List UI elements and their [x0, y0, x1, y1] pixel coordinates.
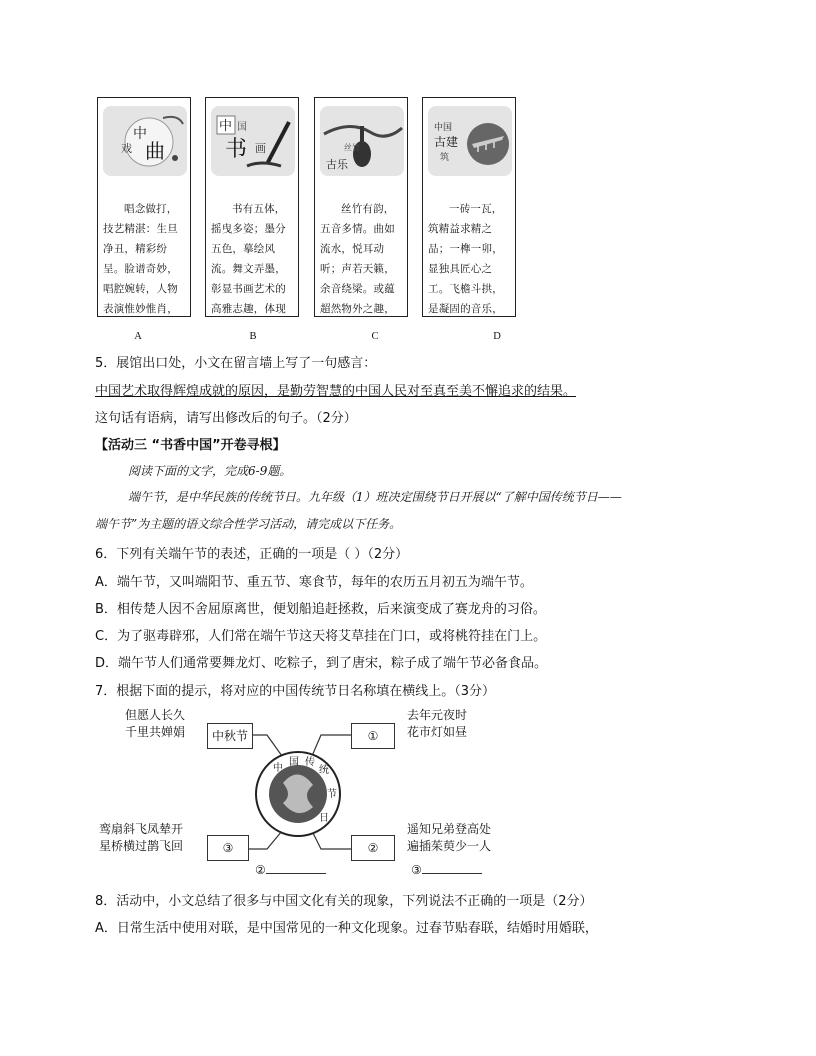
poem-top-left: 但愿人长久 千里共婵娟 — [125, 708, 186, 739]
q8-option-a: A．日常生活中使用对联，是中国常见的一种文化现象。过春节贴春联，结婚时用婚联， — [95, 921, 598, 936]
card-architecture — [422, 97, 516, 317]
activity-title: 【活动三 “书香中国”开卷寻根】 — [95, 438, 286, 453]
card-text: 丝竹有韵，五音多情。曲如流水，悦耳动听；声若天籁，余音绕梁。或蕴超然物外之趣， — [320, 203, 395, 315]
svg-text:书: 书 — [225, 137, 248, 162]
card-label-b: B — [249, 331, 257, 342]
festival-box-2: ② — [351, 835, 395, 861]
card-calligraphy — [205, 97, 299, 317]
reading-paragraph-line2: 端午节”为主题的语文综合性学习活动，请完成以下任务。 — [95, 517, 402, 531]
reading-paragraph-line1: 端午节，是中华民族的传统节日。九年级（1）班决定围绕节日开展以“了解中国传统节日—— — [128, 490, 622, 504]
architecture-image — [428, 106, 512, 176]
emblem-char-2: 国 — [289, 757, 299, 768]
q6-option-c: C．为了驱毒辟邪，人们常在端午节这天将艾草挂在门口，或将桃符挂在门上。 — [95, 629, 547, 644]
q6-option-a: A．端午节，又叫端阳节、重五节、寒食节，每年的农历五月初五为端午节。 — [95, 575, 533, 590]
q6-option-b: B．相传楚人因不舍屈原离世，便划船追赶拯救，后来演变成了赛龙舟的习俗。 — [95, 602, 546, 617]
card-text: 一砖一瓦，筑精益求精之品；一榫一卯，显独具匠心之工。飞檐斗拱，是凝固的音乐， — [428, 203, 503, 315]
poem-top-right: 去年元夜时 花市灯如昼 — [407, 708, 468, 739]
q7-stem: 7．根据下面的提示，将对应的中国传统节日名称填在横线上。（3分） — [95, 684, 496, 699]
poem-bottom-left: 鸾扇斜飞凤辇开 星桥横过鹊飞回 — [99, 822, 184, 853]
calligraphy-image — [211, 106, 295, 176]
emblem-char-5: 节 — [327, 789, 337, 800]
card-music — [314, 97, 408, 317]
opera-image — [103, 106, 187, 176]
emblem-char-6: 日 — [319, 813, 329, 824]
emblem-char-3: 传 — [305, 757, 315, 768]
svg-text:中国: 中国 — [434, 123, 453, 133]
music-image — [320, 106, 404, 176]
card-text: 书有五体，摇曳多姿；墨分五色，摹绘风流。舞文弄墨，彰显书画艺术的高雅志趣，体现 — [211, 203, 286, 315]
svg-text:古建: 古建 — [434, 135, 459, 149]
svg-text:筑: 筑 — [440, 153, 450, 163]
svg-text:国: 国 — [237, 122, 247, 133]
svg-text:丝竹: 丝竹 — [344, 143, 360, 152]
q6-option-d: D．端午节人们通常要舞龙灯、吃粽子，到了唐宋，粽子成了端午节必备食品。 — [95, 656, 548, 671]
answer-blank-3[interactable]: ③ — [411, 863, 482, 877]
q5-instruction: 这句话有语病，请写出修改后的句子。（2分） — [95, 411, 357, 426]
card-label-c: C — [371, 331, 379, 342]
festival-diagram — [95, 703, 515, 881]
emblem-char-4: 统 — [319, 765, 329, 776]
card-opera — [97, 97, 191, 317]
svg-text:戏: 戏 — [121, 142, 132, 155]
q8-stem: 8．活动中，小文总结了很多与中国文化有关的现象，下列说法不正确的一项是（2分） — [95, 894, 593, 909]
reading-intro: 阅读下面的文字，完成6-9题。 — [128, 464, 292, 478]
q6-stem: 6．下列有关端午节的表述，正确的一项是（ ）（2分） — [95, 547, 409, 562]
svg-text:古乐: 古乐 — [326, 158, 348, 171]
card-label-a: A — [134, 331, 142, 342]
svg-text:中: 中 — [133, 126, 147, 142]
festival-box-mid-autumn: 中秋节 — [207, 723, 253, 749]
q5-stem: 5．展馆出口处，小文在留言墙上写了一句感言： — [95, 356, 377, 371]
poem-bottom-right: 遥知兄弟登高处 遍插茱萸少一人 — [407, 822, 492, 853]
festival-box-1: ① — [351, 723, 395, 749]
emblem-char-1: 中 — [273, 763, 283, 774]
card-label-d: D — [493, 331, 501, 342]
festival-box-3: ③ — [207, 835, 249, 861]
svg-text:中: 中 — [219, 119, 233, 134]
answer-blank-2[interactable]: ② — [255, 863, 326, 877]
svg-text:画: 画 — [255, 142, 266, 155]
card-text: 唱念做打，技艺精湛：生旦净丑，精彩纷呈。脸谱奇妙，唱腔婉转，人物表演惟妙惟肖， — [103, 203, 178, 315]
svg-text:曲: 曲 — [145, 139, 165, 163]
q5-sentence: 中国艺术取得辉煌成就的原因，是勤劳智慧的中国人民对至真至美不懈追求的结果。 — [95, 384, 577, 399]
